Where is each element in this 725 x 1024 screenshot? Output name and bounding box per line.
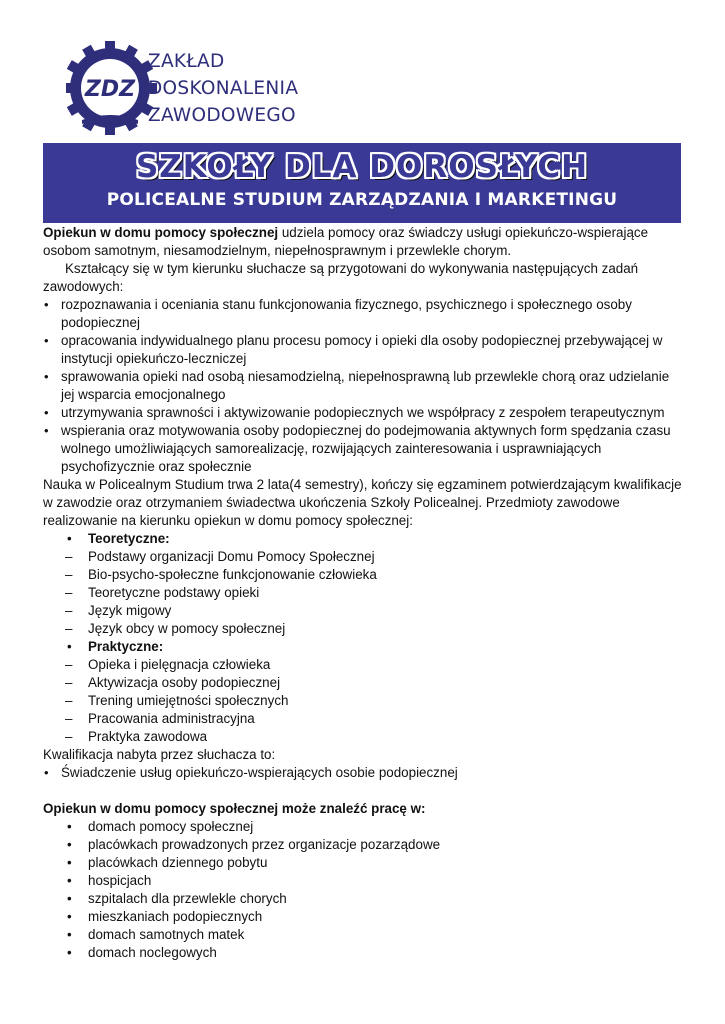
list-item: • domach samotnych matek [65,926,685,944]
list-item: • sprawowania opieki nad osobą niesamodzielną, niepełnosprawną lub przewlekle chorą oraz udzielanie jej wsparcia emocjonalnego [43,368,685,404]
list-item: • utrzymywania sprawności i aktywizowanie podopiecznych we współpracy z zespołem terapeutycznym [43,404,685,422]
theory-label: Teoretyczne: [88,531,170,546]
intro-text: udziela pomocy oraz świadczy usługi opiekuńczo-wspierające osobom samotnym, niesamodzielnym, niepełnosprawnym i przewlekle chorym. [43,225,649,258]
work-heading-text: Opiekun w domu pomocy społecznej może znaleźć pracę w: [43,801,426,816]
list-item: • domach pomocy społecznej [65,818,685,836]
banner-title: SZKOŁY DLA DOROSŁYCH [135,149,589,185]
list-item: – Pracowania administracyjna [65,710,685,728]
subjects-list [43,530,685,746]
work-heading [43,800,685,818]
document-body [43,224,685,962]
logo-line: ZAWODOWEGO [148,105,296,126]
logo-text [148,48,298,129]
list-item: • domach noclegowych [65,944,685,962]
study-paragraph: Nauka w Policealnym Studium trwa 2 lata(4 semestry), kończy się egzaminem potwierdzającym kwalifikacje w zawodzie oraz otrzymaniem świadectwa ukończenia Szkoły Policealnej. Przedmioty zawodowe realizowanie na kierunku opiekun w domu pomocy społecznej: [43,477,682,528]
intro-bold: Opiekun w domu pomocy społecznej [43,225,279,240]
qualification-list [43,764,685,782]
list-item: • rozpoznawania i oceniania stanu funkcjonowania fizycznego, psychicznego i społecznego osoby podopiecznej [43,296,685,332]
list-item: • wspierania oraz motywowania osoby podopiecznej do podejmowania aktywnych form spędzania czasu wolnego umożliwiających samorealizację, rozwijających zainteresowania i usprawniających psychofizycznie oraz społecznie [43,422,685,476]
list-item: – Podstawy organizacji Domu Pomocy Społecznej [65,548,685,566]
theory-heading [65,530,685,548]
tasks-list [43,296,685,476]
logo-mark: ZDZ [84,77,136,102]
list-item: – Bio-psycho-społeczne funkcjonowanie człowieka [65,566,685,584]
list-item: – Język obcy w pomocy społecznej [65,620,685,638]
list-item: – Aktywizacja osoby podopiecznej [65,674,685,692]
logo-line: DOSKONALENIA [148,78,299,99]
list-item: – Trening umiejętności społecznych [65,692,685,710]
list-item: – Opieka i pielęgnacja człowieka [65,656,685,674]
list-item: – Teoretyczne podstawy opieki [65,584,685,602]
list-item: • hospicjach [65,872,685,890]
banner-subtitle: POLICEALNE STUDIUM ZARZĄDZANIA I MARKETINGU [106,190,618,210]
list-item: • opracowania indywidualnego planu procesu pomocy i opieki dla osoby podopiecznej przebywającej w instytucji opiekuńczo-leczniczej [43,332,685,368]
intro-paragraph [43,224,685,260]
header-banner [43,143,681,223]
list-item: • Świadczenie usług opiekuńczo-wspierających osobie podopiecznej [43,764,685,782]
logo-line: ZAKŁAD [148,51,225,72]
list-item: – Język migowy [65,602,685,620]
list-item: – Praktyka zawodowa [65,728,685,746]
prep-paragraph: Kształcący się w tym kierunku słuchacze są przygotowani do wykonywania następujących zadań zawodowych: [43,261,639,294]
work-list [43,818,685,962]
practice-label: Praktyczne: [88,639,164,654]
list-item: • szpitalach dla przewlekle chorych [65,890,685,908]
list-item: • mieszkaniach podopiecznych [65,908,685,926]
practice-heading [65,638,685,656]
qualification-label: Kwalifikacja nabyta przez słuchacza to: [43,747,276,762]
list-item: • placówkach dziennego pobytu [65,854,685,872]
list-item: • placówkach prowadzonych przez organizacje pozarządowe [65,836,685,854]
